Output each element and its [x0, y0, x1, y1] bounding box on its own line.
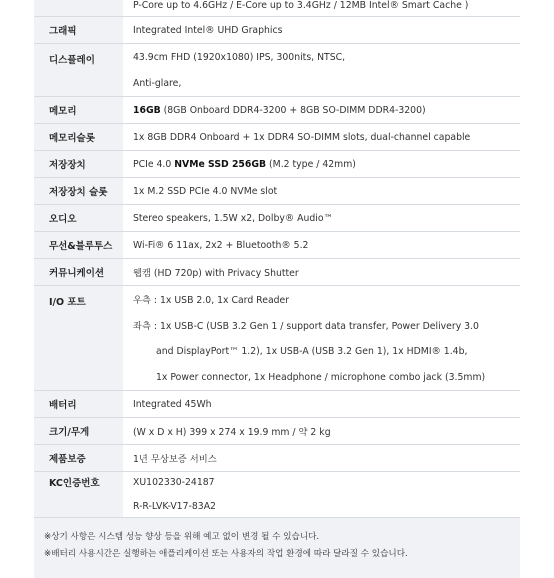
spec-row-communication — [34, 259, 520, 286]
spec-value-display-line1: 43.9cm FHD (1920x1080) IPS, 300nits, NTSC, — [133, 51, 346, 63]
spec-row-battery — [34, 391, 520, 418]
memory-capacity: 16GB — [133, 104, 161, 116]
spec-row-memory — [34, 97, 520, 124]
spec-row-io — [34, 286, 520, 391]
spec-value-graphics: Integrated Intel® UHD Graphics — [133, 24, 283, 36]
spec-label-storage: 저장장치 — [34, 151, 123, 177]
spec-label-battery: 배터리 — [34, 391, 123, 417]
spec-label-audio: 오디오 — [34, 205, 123, 231]
spec-value-storage — [133, 151, 520, 177]
notice-line-2: ※배터리 사용시간은 실행하는 애플리케이션 또는 사용자의 작업 환경에 따라 달라질 수 있습니다. — [44, 549, 408, 559]
notice-box — [34, 517, 520, 578]
spec-label-wireless: 무선&블루투스 — [34, 232, 123, 258]
spec-value-display-line2: Anti-glare, — [133, 77, 182, 89]
spec-value-memory — [133, 97, 520, 123]
memory-detail: (8GB Onboard DDR4-3200 + 8GB SO-DIMM DDR4-3200) — [160, 104, 426, 116]
spec-value-cpu: P-Core up to 4.6GHz / E-Core up to 3.4GHz / 12MB Intel® Smart Cache ) — [133, 0, 469, 11]
spec-value-size: (W x D x H) 399 x 274 x 19.9 mm / 약 2 kg — [133, 427, 331, 438]
spec-label-display: 디스플레이 — [34, 44, 123, 96]
spec-row-memory-slot — [34, 124, 520, 151]
spec-label-storage-slot: 저장장치 슬롯 — [34, 178, 123, 204]
spec-value-io-right: 우측 : 1x USB 2.0, 1x Card Reader — [133, 295, 290, 306]
spec-value-storage-slot: 1x M.2 SSD PCIe 4.0 NVMe slot — [133, 185, 278, 197]
spec-row-wireless — [34, 232, 520, 259]
spec-value-battery: Integrated 45Wh — [133, 398, 212, 410]
spec-value-kc-line1: XU102330-24187 — [133, 476, 215, 488]
spec-sheet — [34, 0, 520, 554]
spec-row-audio — [34, 205, 520, 232]
storage-detail: (M.2 type / 42mm) — [266, 158, 356, 170]
spec-value-memory-slot: 1x 8GB DDR4 Onboard + 1x DDR4 SO-DIMM slots, dual-channel capable — [133, 131, 471, 143]
spec-value-io-left-1: 좌측 : 1x USB-C (USB 3.2 Gen 1 / support data transfer, Power Delivery 3.0 — [133, 321, 479, 332]
spec-label-graphics: 그래픽 — [34, 17, 123, 43]
spec-row-display — [34, 44, 520, 97]
spec-value-wireless: Wi-Fi® 6 11ax, 2x2 + Bluetooth® 5.2 — [133, 239, 309, 251]
spec-row-warranty — [34, 445, 520, 472]
spec-value-audio: Stereo speakers, 1.5W x2, Dolby® Audio™ — [133, 212, 333, 224]
storage-interface: PCIe 4.0 — [133, 158, 175, 170]
storage-capacity: NVMe SSD 256GB — [174, 158, 267, 170]
spec-label-empty — [34, 0, 123, 16]
spec-row-cpu — [34, 0, 520, 17]
spec-row-size — [34, 418, 520, 445]
spec-label-io: I/O 포트 — [34, 286, 123, 390]
spec-row-storage-slot — [34, 178, 520, 205]
spec-value-warranty: 1년 무상보증 서비스 — [133, 454, 217, 465]
spec-value-communication: 웹캠 (HD 720p) with Privacy Shutter — [133, 268, 299, 279]
spec-label-warranty: 제품보증 — [34, 445, 123, 471]
spec-label-memory-slot: 메모리슬롯 — [34, 124, 123, 150]
notice-line-1: ※상기 사항은 시스템 성능 향상 등을 위해 예고 없이 변경 될 수 있습니다. — [44, 532, 320, 542]
spec-value-io-left-3: 1x Power connector, 1x Headphone / microphone combo jack (3.5mm) — [156, 371, 486, 383]
spec-row-graphics — [34, 17, 520, 44]
spec-value-kc-line2: R-R-LVK-V17-83A2 — [133, 500, 216, 512]
spec-label-communication: 커뮤니케이션 — [34, 259, 123, 285]
spec-row-storage — [34, 151, 520, 178]
spec-value-io-left-2: and DisplayPort™ 1.2), 1x USB-A (USB 3.2 Gen 1), 1x HDMI® 1.4b, — [156, 345, 468, 357]
spec-row-kc — [34, 472, 520, 517]
spec-label-size: 크기/무게 — [34, 418, 123, 444]
spec-label-kc: KC인증번호 — [34, 472, 123, 517]
spec-label-memory: 메모리 — [34, 97, 123, 123]
